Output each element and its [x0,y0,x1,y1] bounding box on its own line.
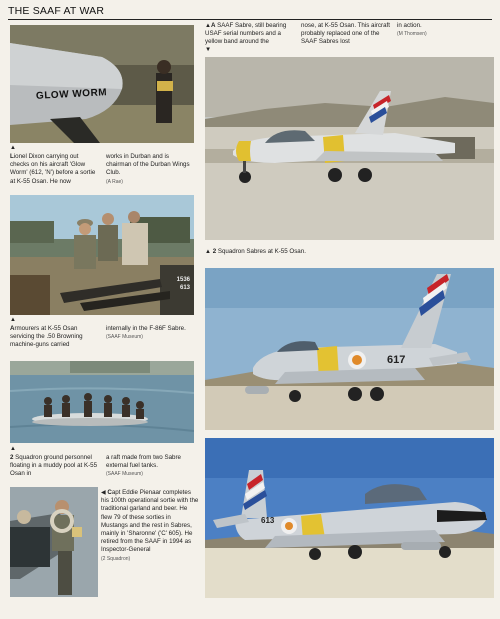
caption-armourers [10,317,194,349]
caption-lead-number: 2 [10,454,14,461]
sabre-613-serial: 613 [261,516,275,525]
photo-sabre-617 [205,268,494,430]
caption-text-3: in action. [397,22,422,29]
photo-glow-worm [10,25,194,143]
header-rule [8,19,492,20]
photo-eddie-pienaar [10,487,98,597]
caption-eddie-pienaar [101,489,199,563]
caption-initial: A [10,325,15,332]
caption-arrow: ▲ [205,249,211,255]
caption-initial: L [10,153,14,160]
caption-credit: (SAAF Museum) [106,471,143,478]
caption-marker: ▲ [205,23,211,29]
photo-sabre-yellow-band [205,57,494,240]
caption-text: SAAF Sabre, still bearing USAF serial numbers and a yellow band around the [205,22,287,46]
caption-arrow: ▼ [205,46,212,53]
caption-text: Squadron Sabres at K-55 Osan. [216,248,306,255]
caption-text-2: a raft made from two Sabre external fuel tanks. [106,454,181,470]
photo-sabre-613 [205,438,494,598]
caption-lionel-dixon [10,145,194,185]
caption-arrow: ◀ [101,490,106,496]
caption-credit: (A Rae) [106,178,123,185]
caption-credit: (2 Squadron) [101,555,131,562]
glow-worm-nose-text: GLOW WORM [35,87,108,102]
caption-text-2: works in Durban and is chairman of the Durban Wings Club. [106,153,190,177]
caption-arrow: ▲ [10,446,16,452]
caption-arrow: ▲ [10,317,16,323]
caption-text: rmourers at K-55 Osan servicing the .50 Browning machine-guns carried [10,325,83,349]
caption-text-2: internally in the F-86F Sabre. [106,325,186,332]
armourers-serial: 1536 [176,277,190,283]
caption-saaf-sabre [205,22,495,56]
photo-armourers [10,195,194,315]
caption-text: apt Eddie Pienaar completes his 100th operational sortie with the traditional garland and beer. He flew 79 of these sorties in Mustangs and the rest in Sabres, mainly in 'Sharonne' ('C' 605). He retired from the SAAF in 1994 as Inspector-General [101,489,199,554]
page-header: THE SAAF AT WAR [8,5,105,17]
armourers-serial-2: 613 [179,285,190,291]
photo-raft [10,361,194,443]
caption-lead-number: 2 [212,248,217,255]
caption-text-2: nose, at K-55 Osan. This aircraft probably replaced one of the SAAF Sabres lost [301,22,390,46]
caption-initial: A [210,22,216,29]
caption-initial: C [107,489,112,496]
caption-text: Squadron ground personnel floating in a muddy pool at K-55 Osan in [10,454,98,478]
caption-credit: (M Thomsen) [397,31,427,38]
caption-arrow: ▲ [10,145,16,151]
caption-raft [10,446,194,478]
caption-credit: (SAAF Museum) [106,334,143,341]
caption-text: ionel Dixon carrying out checks on his aircraft 'Glow Worm' (612, 'N') before a sortie at K-55 Osan. He now [10,153,96,185]
sabre-617-serial: 617 [387,354,406,366]
caption-squadron-sabres [205,248,494,256]
